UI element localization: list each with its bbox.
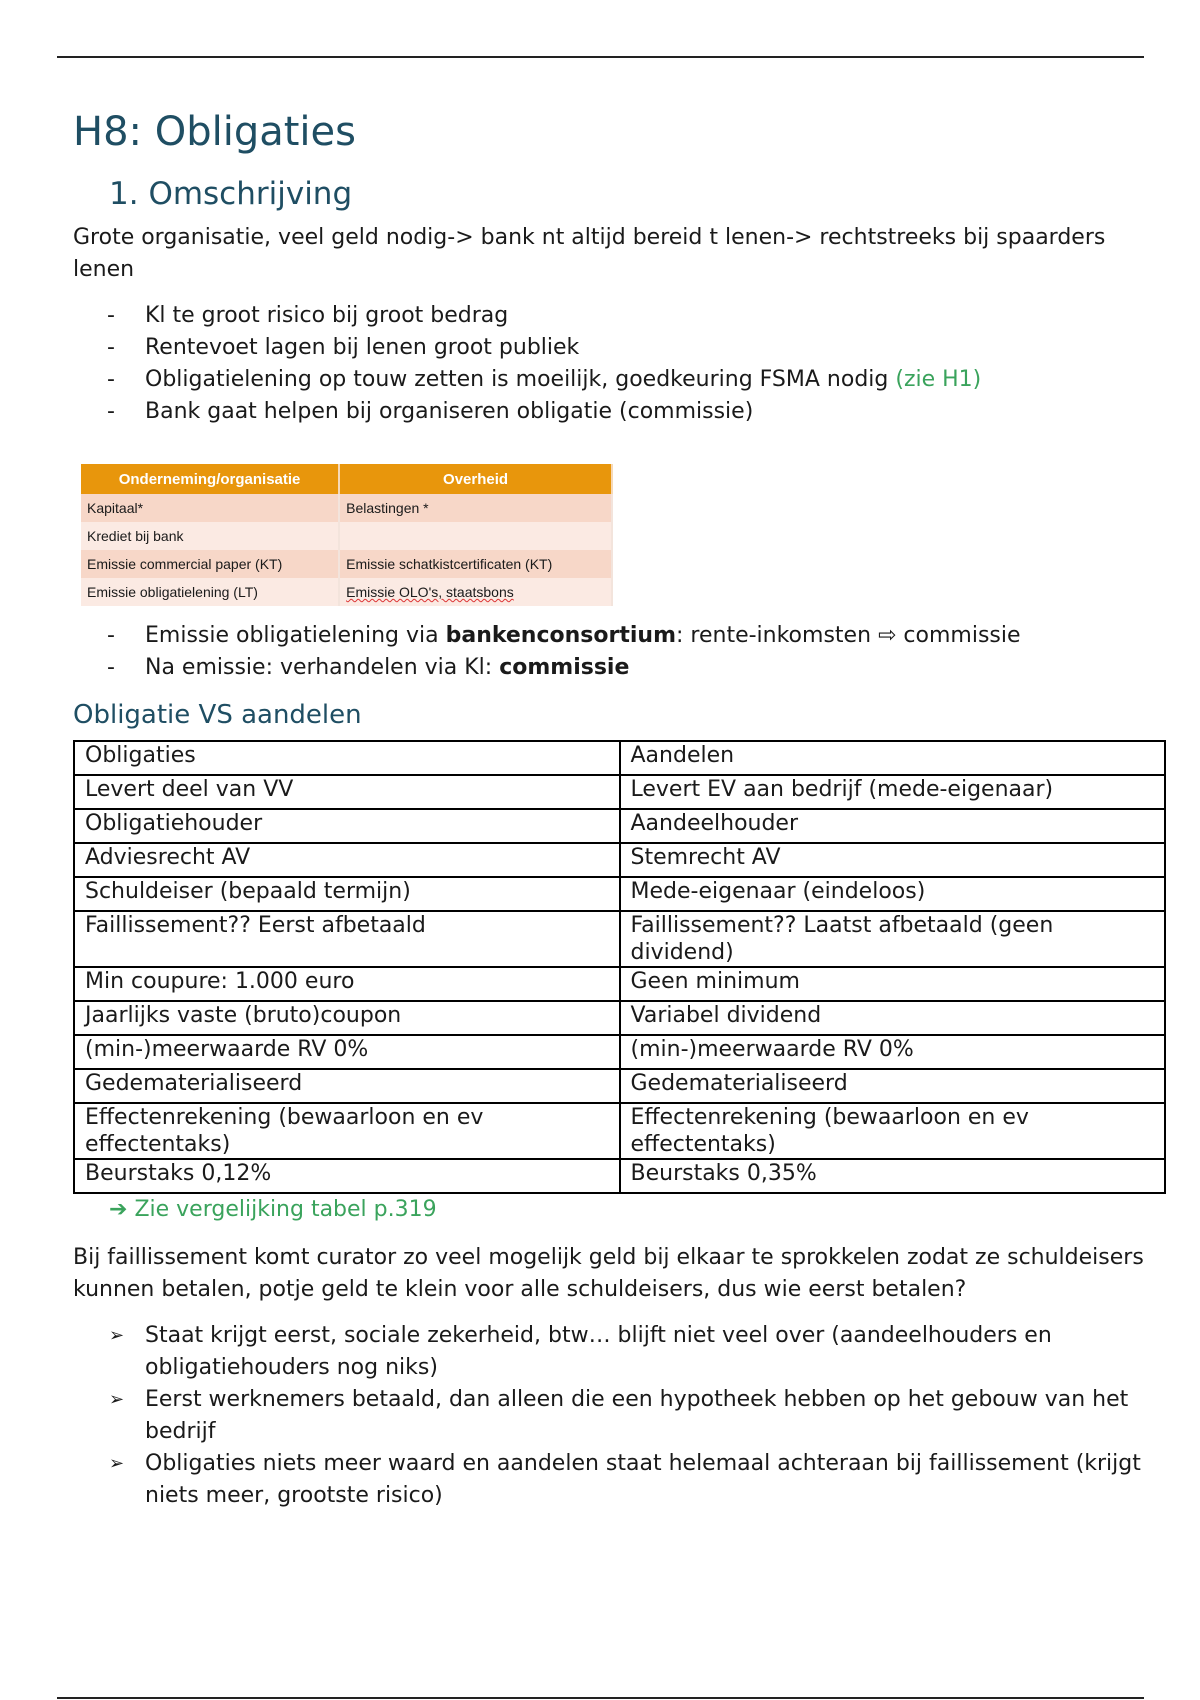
bottom-rule: [57, 1697, 1144, 1699]
table-row: Min coupure: 1.000 euro Geen minimum: [74, 967, 1165, 1001]
comparison-table: [73, 740, 1166, 1194]
arrow-right-icon: ➔: [109, 1197, 128, 1222]
financing-table-image: [81, 464, 613, 606]
table-row: Adviesrecht AV Stemrecht AV: [74, 843, 1165, 877]
list-item: - Rentevoet lagen bij lenen groot publiek: [73, 332, 1173, 364]
dash-marker: -: [107, 335, 115, 360]
comparison-heading: Obligatie VS aandelen: [73, 700, 362, 730]
section-title: Omschrijving: [148, 176, 353, 212]
list-item: ➢ Staat krijgt eerst, sociale zekerheid, btw… blijft niet veel over (aandeelhouders en obligatiehouders nog niks): [73, 1320, 1173, 1384]
table-row: Gedematerialiseerd Gedematerialiseerd: [74, 1069, 1165, 1103]
dash-marker: -: [107, 655, 115, 680]
top-rule: [57, 56, 1144, 58]
reference-note-text: Zie vergelijking tabel p.319: [134, 1197, 437, 1222]
table-row: Krediet bij bank: [81, 522, 612, 550]
table-row: (min-)meerwaarde RV 0% (min-)meerwaarde RV 0%: [74, 1035, 1165, 1069]
page-title: H8: Obligaties: [73, 109, 356, 155]
list-item: - Emissie obligatielening via bankenconsortium: rente-inkomsten ⇨ commissie: [73, 620, 1173, 652]
arrowhead-bullet-icon: ➢: [109, 1453, 125, 1474]
table-row: Levert deel van VV Levert EV aan bedrijf (mede-eigenaar): [74, 775, 1165, 809]
table-row: Effectenrekening (bewaarloon en ev effectentaks) Effectenrekening (bewaarloon en ev effectentaks): [74, 1103, 1165, 1159]
bullet-list-1: [73, 300, 1173, 428]
list-item: - Obligatielening op touw zetten is moeilijk, goedkeuring FSMA nodig (zie H1): [73, 364, 1173, 396]
dash-marker: -: [107, 303, 115, 328]
arrowhead-bullet-icon: ➢: [109, 1389, 125, 1410]
table-row: Kapitaal* Belastingen *: [81, 494, 612, 522]
list-item: - Na emissie: verhandelen via Kl: commissie: [73, 652, 1173, 684]
intro-paragraph: Grote organisatie, veel geld nodig-> bank nt altijd bereid t lenen-> rechtstreeks bij spaarders lenen: [73, 225, 1106, 282]
dash-marker: -: [107, 623, 115, 648]
table-row: Beurstaks 0,12% Beurstaks 0,35%: [74, 1159, 1165, 1193]
table-row: Obligatiehouder Aandeelhouder: [74, 809, 1165, 843]
list-item: - Bank gaat helpen bij organiseren obligatie (commissie): [73, 396, 1173, 428]
table-row: Jaarlijks vaste (bruto)coupon Variabel dividend: [74, 1001, 1165, 1035]
table-row: Emissie obligatielening (LT) Emissie OLO's, staatsbons: [81, 578, 612, 606]
document-page: [73, 100, 1173, 1512]
bullet-list-2: [73, 620, 1173, 684]
list-item: - Kl te groot risico bij groot bedrag: [73, 300, 1173, 332]
arrowhead-bullet-icon: ➢: [109, 1325, 125, 1346]
list-item: ➢ Obligaties niets meer waard en aandelen staat helemaal achteraan bij faillissement (krijgt niets meer, grootste risico): [73, 1448, 1173, 1512]
table-row: Obligaties Aandelen: [74, 741, 1165, 775]
table-header: Overheid: [339, 464, 612, 494]
table-header: Onderneming/organisatie: [81, 464, 339, 494]
list-item: ➢ Eerst werknemers betaald, dan alleen die een hypotheek hebben op het gebouw van het bedrijf: [73, 1384, 1173, 1448]
reference-note: [109, 1194, 1173, 1226]
section-number: 1.: [109, 176, 139, 212]
dash-marker: -: [107, 399, 115, 424]
table-row: Faillissement?? Eerst afbetaald Faillissement?? Laatst afbetaald (geen dividend): [74, 911, 1165, 967]
section-heading: [109, 172, 1173, 216]
bullet-list-3: [73, 1320, 1173, 1512]
reference-link: (zie H1): [895, 367, 982, 392]
table-row: Emissie commercial paper (KT) Emissie schatkistcertificaten (KT): [81, 550, 612, 578]
table-row: Schuldeiser (bepaald termijn) Mede-eigenaar (eindeloos): [74, 877, 1165, 911]
dash-marker: -: [107, 367, 115, 392]
bankruptcy-paragraph: Bij faillissement komt curator zo veel mogelijk geld bij elkaar te sprokkelen zodat ze schuldeisers kunnen betalen, potje geld te klein voor alle schuldeisers, dus wie eerst betalen?: [73, 1245, 1144, 1302]
